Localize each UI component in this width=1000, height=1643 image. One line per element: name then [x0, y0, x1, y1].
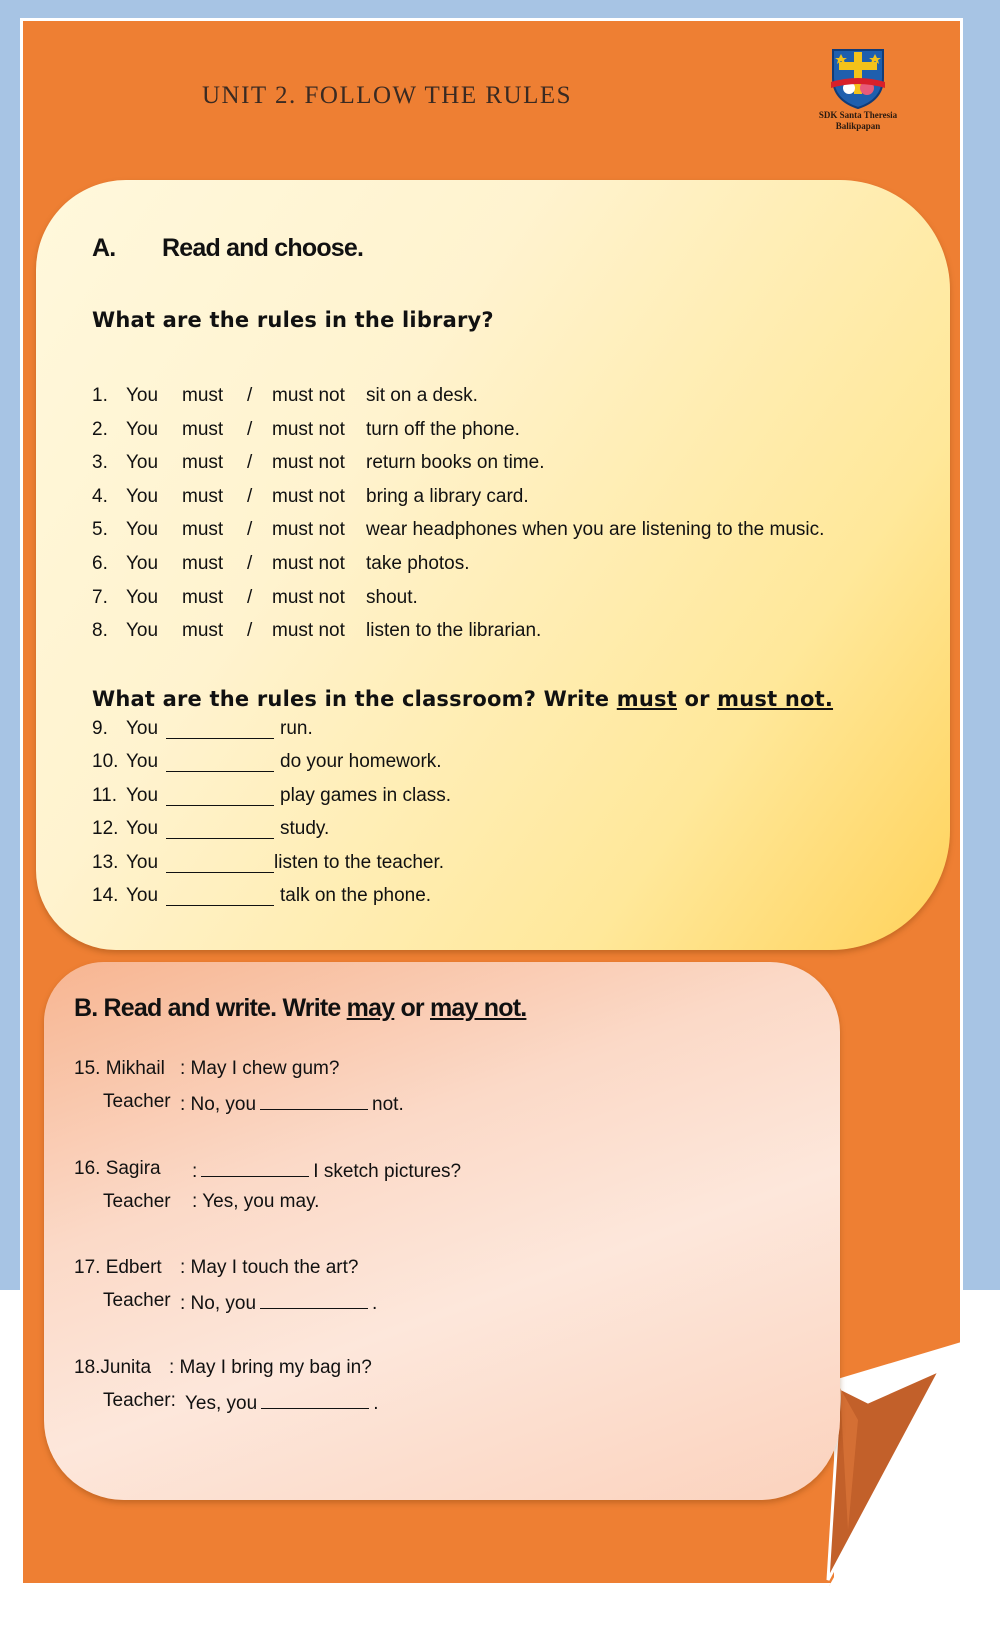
item-number: 6. [92, 553, 108, 574]
item-you: You [126, 818, 159, 840]
section-b-heading-may: may [346, 994, 395, 1022]
section-b-heading-prefix: B. Read and write. Write [74, 994, 347, 1022]
section-a-letter: A. [92, 234, 116, 262]
choice-must-not[interactable]: must not [272, 385, 345, 406]
answer-blank[interactable] [166, 785, 274, 806]
dialogue-text: : May I touch the art? [180, 1257, 359, 1278]
item-number: 5. [92, 519, 108, 541]
dialogue-17-answer [103, 1290, 378, 1314]
item-number: 2. [92, 418, 108, 440]
item-you: You [126, 851, 159, 873]
item-text: turn off the phone. [366, 418, 520, 440]
item-number: 14. [92, 885, 119, 906]
choice-must[interactable]: must [182, 586, 224, 608]
dialogue-speaker: 16. Sagira [74, 1158, 161, 1179]
choice-separator: / [247, 519, 253, 541]
item-you: You [126, 385, 159, 406]
library-question: What are the rules in the library? [92, 308, 494, 332]
dialogue-speaker: Teacher [103, 1191, 171, 1212]
classroom-question [92, 687, 833, 711]
item-you: You [126, 452, 159, 474]
answer-blank[interactable] [201, 1158, 309, 1177]
item-you: You [126, 751, 159, 773]
answer-blank[interactable] [260, 1091, 368, 1110]
section-b-heading [74, 994, 526, 1023]
item-text: return books on time. [366, 452, 545, 474]
item-number: 1. [92, 385, 108, 406]
dialogue-speaker: Teacher [103, 1290, 171, 1311]
item-number: 7. [92, 586, 108, 608]
choice-must-not[interactable]: must not [272, 418, 345, 440]
item-text: listen to the librarian. [366, 620, 542, 642]
classroom-question-must-not: must not. [717, 687, 834, 711]
dialogue-text-post: I sketch pictures? [313, 1161, 462, 1182]
dialogue-16-question [74, 1158, 462, 1182]
item-number: 12. [92, 818, 119, 840]
item-text: talk on the phone. [280, 885, 432, 906]
item-text: sit on a desk. [366, 385, 478, 406]
dialogue-speaker: 18.Junita [74, 1357, 152, 1378]
item-number: 10. [92, 751, 119, 773]
choice-must[interactable]: must [182, 485, 224, 507]
item-you: You [126, 418, 159, 440]
item-number: 13. [92, 851, 119, 873]
classroom-question-prefix: What are the rules in the classroom? Write [92, 687, 617, 711]
item-you: You [126, 784, 159, 806]
item-you: You [126, 718, 159, 739]
dialogue-text-post: . [373, 1393, 379, 1414]
dialogue-text-post: . [372, 1293, 378, 1314]
dialogue-text-pre: : No, you [180, 1293, 257, 1314]
dialogue-text-pre: : [192, 1161, 198, 1182]
classroom-question-or: or [676, 687, 718, 711]
answer-blank[interactable] [166, 751, 274, 772]
choice-must[interactable]: must [182, 452, 224, 474]
logo-text-line1: SDK Santa Theresia [818, 110, 898, 120]
dialogue-speaker: Teacher [103, 1091, 171, 1112]
answer-blank[interactable] [166, 818, 274, 839]
choice-must-not[interactable]: must not [272, 519, 345, 541]
choice-separator: / [247, 553, 253, 574]
item-number: 3. [92, 452, 108, 474]
item-text: play games in class. [280, 784, 452, 806]
choice-must[interactable]: must [182, 385, 224, 406]
choice-must[interactable]: must [182, 553, 224, 574]
item-you: You [126, 586, 159, 608]
logo-text-line2: Balikpapan [835, 121, 881, 131]
choice-separator: / [247, 418, 253, 440]
dialogue-speaker: 17. Edbert [74, 1257, 162, 1278]
item-number: 4. [92, 485, 108, 507]
item-you: You [126, 519, 159, 541]
choice-must[interactable]: must [182, 519, 224, 541]
choice-separator: / [247, 385, 253, 406]
section-a-heading [92, 234, 363, 263]
dialogue-text: : Yes, you may. [192, 1191, 320, 1212]
item-you: You [126, 553, 159, 574]
section-a-title: Read and choose. [162, 234, 364, 262]
choice-separator: / [247, 452, 253, 474]
item-number: 9. [92, 718, 108, 739]
dialogue-text-pre: Yes, you [185, 1393, 258, 1414]
dialogue-speaker: 15. Mikhail [74, 1058, 165, 1079]
item-you: You [126, 485, 159, 507]
dialogue-text: : May I bring my bag in? [169, 1357, 372, 1378]
choice-must-not[interactable]: must not [272, 586, 345, 608]
item-text: run. [280, 718, 313, 739]
item-text: study. [280, 818, 330, 840]
choice-separator: / [247, 586, 253, 608]
answer-blank[interactable] [166, 885, 274, 906]
section-b-panel [44, 962, 840, 1500]
item-you: You [126, 885, 159, 906]
page-curl [828, 1380, 968, 1590]
choice-must-not[interactable]: must not [272, 485, 345, 507]
dialogue-text: : May I chew gum? [180, 1058, 340, 1079]
dialogue-text-post: not. [372, 1094, 404, 1115]
choice-must[interactable]: must [182, 418, 224, 440]
choice-must-not[interactable]: must not [272, 620, 345, 642]
classroom-question-must: must [616, 687, 677, 711]
dialogue-15-question [74, 1058, 340, 1080]
choice-separator: / [247, 485, 253, 507]
dialogue-18-answer [103, 1390, 379, 1414]
item-text: listen to the teacher. [274, 851, 445, 873]
unit-title: UNIT 2. FOLLOW THE RULES [202, 82, 573, 109]
item-number: 11. [92, 784, 118, 806]
answer-blank[interactable] [261, 1390, 369, 1409]
item-you: You [126, 620, 159, 642]
school-logo [812, 44, 904, 132]
dialogue-15-answer [103, 1091, 404, 1115]
item-text: do your homework. [280, 751, 442, 773]
dialogue-16-answer [103, 1191, 320, 1213]
choice-separator: / [247, 620, 253, 642]
dialogue-speaker: Teacher: [103, 1390, 176, 1411]
section-b-heading-or: or [394, 994, 430, 1022]
item-number: 8. [92, 620, 108, 642]
item-text: shout. [366, 586, 418, 608]
dialogue-17-question [74, 1257, 359, 1279]
school-crest-icon [827, 44, 889, 110]
section-b-heading-may-not: may not. [430, 994, 527, 1022]
item-text: wear headphones when you are listening to the music. [366, 519, 825, 541]
answer-blank[interactable] [166, 718, 274, 739]
item-text: take photos. [366, 553, 470, 574]
choice-must-not[interactable]: must not [272, 553, 345, 574]
item-text: bring a library card. [366, 485, 529, 507]
dialogue-18-question [74, 1357, 372, 1379]
choice-must-not[interactable]: must not [272, 452, 345, 474]
answer-blank[interactable] [260, 1290, 368, 1309]
answer-blank[interactable] [166, 852, 274, 873]
dialogue-text-pre: : No, you [180, 1094, 257, 1115]
choice-must[interactable]: must [182, 620, 224, 642]
